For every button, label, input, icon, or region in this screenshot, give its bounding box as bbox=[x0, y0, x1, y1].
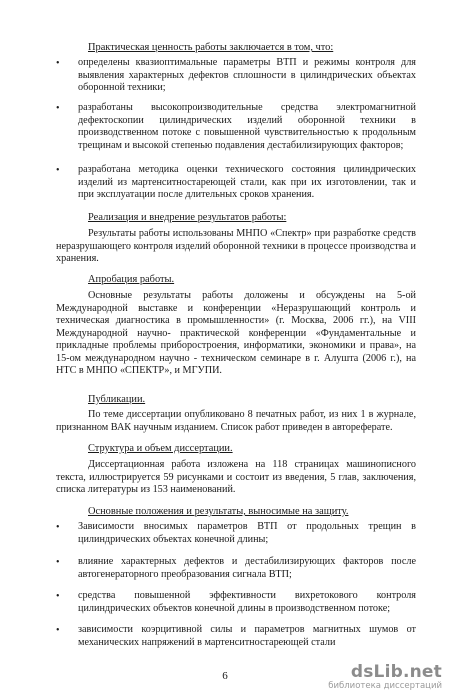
practical-item-text: разработаны высокопроизводительные средства электромагнитной дефектоскопии цилиндрических изделий оборонной техники в производственном потоке с повышенной чувствительностью к продольным трещинам и высокой степенью подавления дестабилизирующих факторов; bbox=[78, 102, 416, 151]
practical-item-text: определены квазиоптимальные параметры ВТП и режимы контроля для выявления характерных дефектов сплошности в цилиндрических объектах оборонной техники; bbox=[78, 57, 416, 93]
watermark-subtitle: библиотека диссертаций bbox=[328, 681, 442, 691]
defense-item-text: зависимости коэрцитивной силы и параметров магнитных шумов от механических напряжений в мартенситностареющей стали bbox=[78, 624, 416, 648]
heading-defense: Основные положения и результаты, выносимые на защиту. bbox=[88, 506, 349, 517]
bullet-icon: • bbox=[56, 625, 60, 636]
heading-realization: Реализация и внедрение результатов работы: bbox=[88, 212, 287, 223]
heading-approbation: Апробация работы. bbox=[88, 274, 175, 285]
defense-item-3 bbox=[56, 590, 416, 615]
heading-practical-value: Практическая ценность работы заключается в том, что: bbox=[88, 42, 334, 53]
defense-item-2 bbox=[56, 556, 416, 581]
defense-item-text: Зависимости вносимых параметров ВТП от продольных трещин в цилиндрических объектах конечной длины; bbox=[78, 521, 416, 545]
defense-item-text: влияние характерных дефектов и дестабилизирующих факторов после автогенераторного преобразования сигнала ВТП; bbox=[78, 556, 416, 580]
heading-publications: Публикации. bbox=[88, 394, 146, 405]
bullet-icon: • bbox=[56, 103, 60, 114]
watermark bbox=[292, 662, 442, 692]
practical-item-2 bbox=[56, 102, 416, 152]
page-number: 6 bbox=[222, 670, 228, 682]
paragraph-publications: По теме диссертации опубликовано 8 печатных работ, из них 1 в журнале, признанном ВАК научным изданием. Список работ приведен в автореферате. bbox=[56, 409, 416, 433]
paragraph-approbation: Основные результаты работы доложены и обсуждены на 5-ой Международной выставке и конференции «Неразрушающий контроль и техническая диагностика в промышленности» (г. Москва, 2006 гг.), на VIII Международной научно- практической конференции «Фундаментальные и прикладные проблемы приборостроения, информатики, экономики и права», на 15-ом международном научно - техническом семинаре в г. Алушта (2006 г.), на НТС в МНПО «СПЕКТР», и МГУПИ. bbox=[56, 290, 416, 376]
watermark-logo: dsLib.net bbox=[350, 662, 442, 682]
practical-item-text: разработана методика оценки технического состояния цилиндрических изделий из мартенситностареющей стали, как при их изготовлении, так и при эксплуатации после длительных сроков хранения. bbox=[78, 164, 416, 200]
defense-item-4 bbox=[56, 624, 416, 649]
defense-item-1 bbox=[56, 521, 416, 546]
bullet-icon: • bbox=[56, 591, 60, 602]
practical-item-1 bbox=[56, 57, 416, 95]
practical-item-3 bbox=[56, 164, 416, 202]
defense-item-text: средства повышенной эффективности вихретокового контроля цилиндрических объектов конечной длины в производственном потоке; bbox=[78, 590, 416, 614]
bullet-icon: • bbox=[56, 522, 60, 533]
bullet-icon: • bbox=[56, 58, 60, 69]
bullet-icon: • bbox=[56, 557, 60, 568]
paragraph-realization: Результаты работы использованы МНПО «Спектр» при разработке средств неразрушающего контроля изделий оборонной техники в процессе производства и хранения. bbox=[56, 228, 416, 264]
paragraph-structure: Диссертационная работа изложена на 118 страницах машинописного текста, иллюстрируется 59 рисунками и состоит из введения, 5 глав, заключения, списка литературы из 153 наименований. bbox=[56, 459, 416, 495]
heading-structure: Структура и объем диссертации. bbox=[88, 443, 233, 454]
bullet-icon: • bbox=[56, 165, 60, 176]
